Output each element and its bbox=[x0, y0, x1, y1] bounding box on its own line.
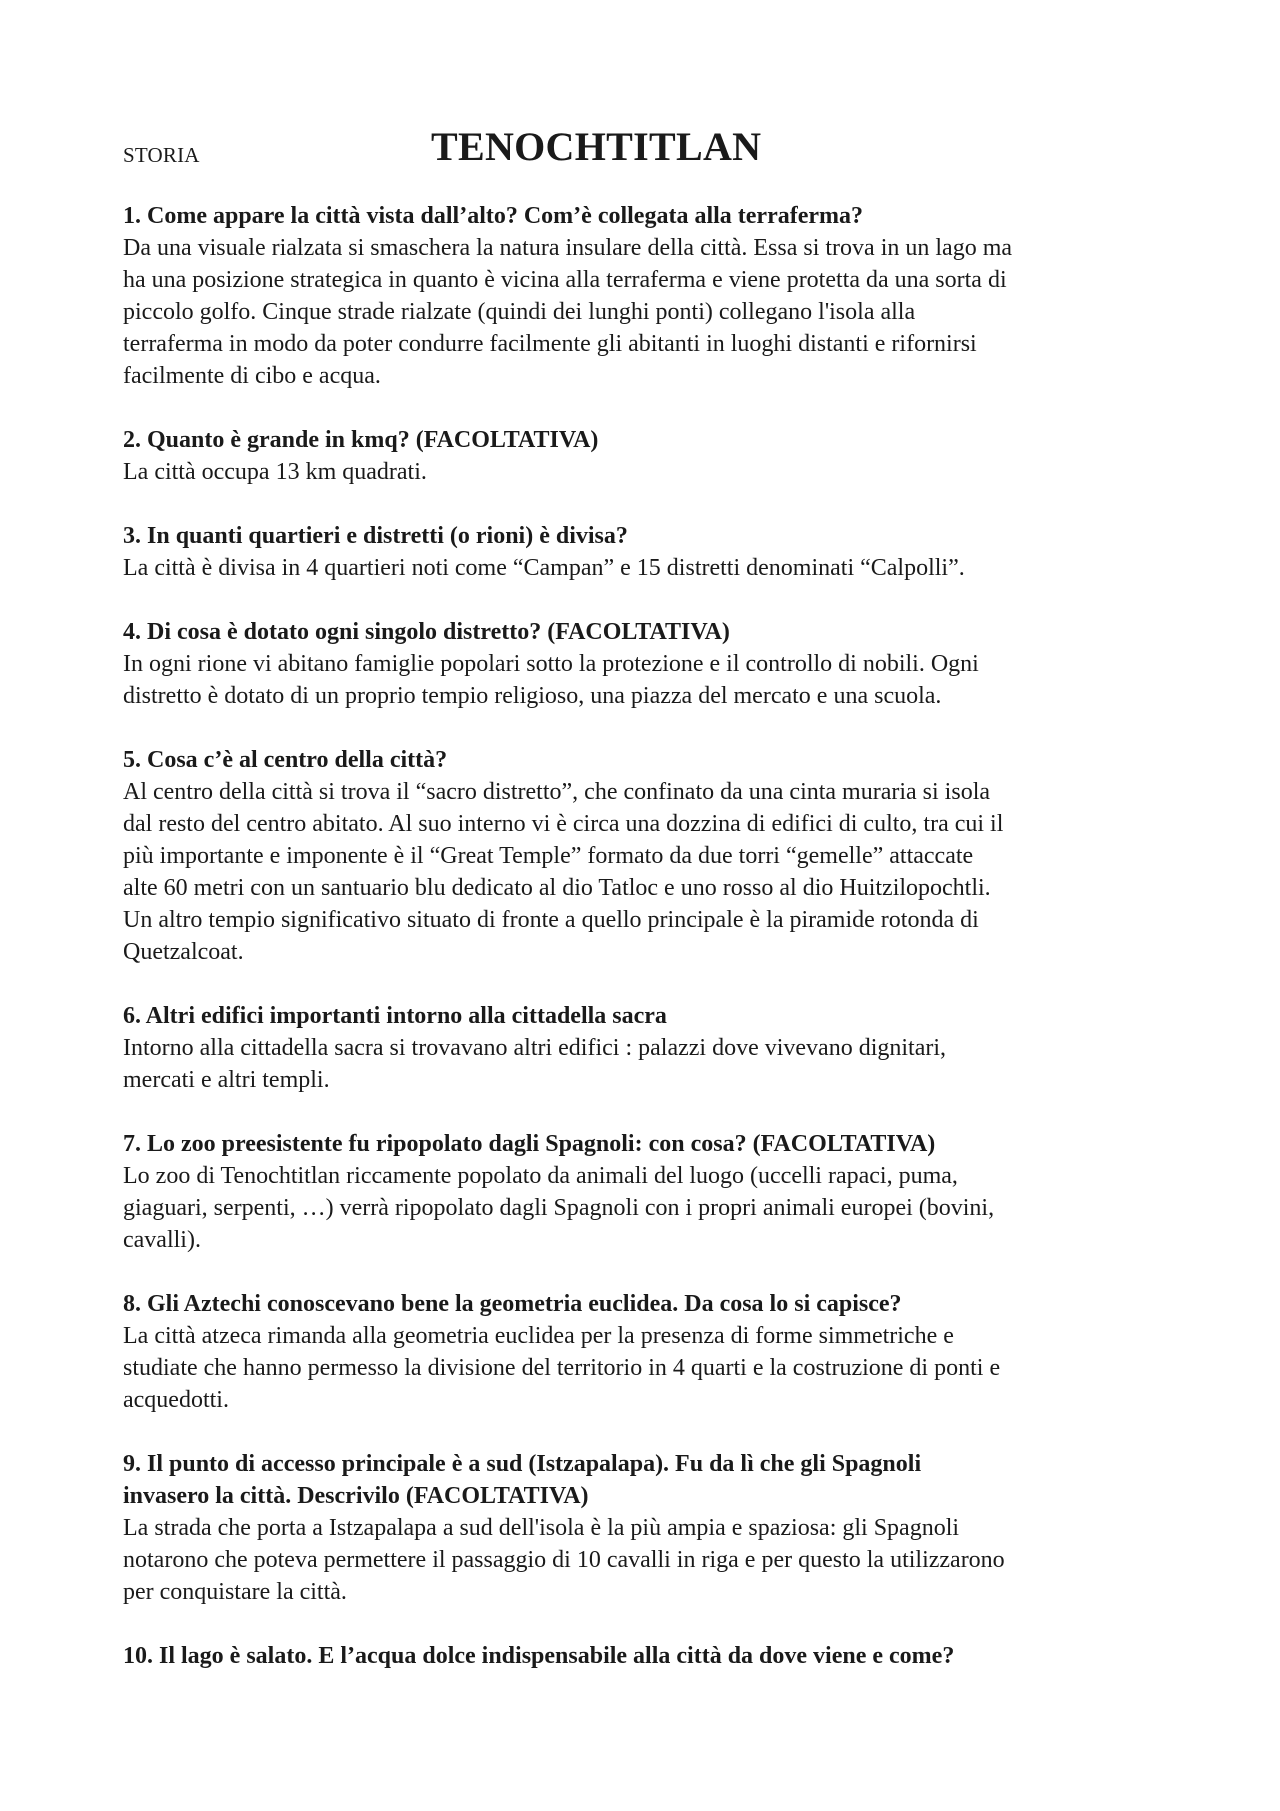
question-heading: 6. Altri edifici importanti intorno alla cittadella sacra bbox=[123, 1003, 667, 1029]
answer-line: cavalli). bbox=[123, 1227, 201, 1253]
answer-line: più importante e imponente è il “Great Temple” formato da due torri “gemelle” attaccate bbox=[123, 843, 974, 869]
question-heading: 2. Quanto è grande in kmq? (FACOLTATIVA) bbox=[123, 427, 599, 453]
answer-line: distretto è dotato di un proprio tempio religioso, una piazza del mercato e una scuola. bbox=[123, 683, 942, 709]
question-section-8 bbox=[123, 1288, 1173, 1416]
question-section-1 bbox=[123, 200, 1173, 392]
question-section-6 bbox=[123, 1000, 1173, 1096]
answer-line: terraferma in modo da poter condurre facilmente gli abitanti in luoghi distanti e rifornirsi bbox=[123, 331, 977, 357]
question-section-3 bbox=[123, 520, 1173, 584]
answer-line: Lo zoo di Tenochtitlan riccamente popolato da animali del luogo (uccelli rapaci, puma, bbox=[123, 1163, 958, 1189]
question-heading: 8. Gli Aztechi conoscevano bene la geometria euclidea. Da cosa lo si capisce? bbox=[123, 1291, 902, 1317]
answer-line: Al centro della città si trova il “sacro distretto”, che confinato da una cinta muraria si isola bbox=[123, 779, 991, 805]
answer-line: studiate che hanno permesso la divisione del territorio in 4 quarti e la costruzione di ponti e bbox=[123, 1355, 1001, 1381]
question-section-9 bbox=[123, 1448, 1173, 1608]
question-section-2 bbox=[123, 424, 1173, 488]
answer-line: Intorno alla cittadella sacra si trovavano altri edifici : palazzi dove vivevano dignitari, bbox=[123, 1035, 947, 1061]
question-heading: 9. Il punto di accesso principale è a sud (Istzapalapa). Fu da lì che gli Spagnoli bbox=[123, 1451, 922, 1477]
question-section-5 bbox=[123, 744, 1173, 968]
question-heading: 4. Di cosa è dotato ogni singolo distretto? (FACOLTATIVA) bbox=[123, 619, 730, 645]
answer-line: per conquistare la città. bbox=[123, 1579, 347, 1605]
subject-label: STORIA bbox=[123, 143, 200, 167]
question-section-7 bbox=[123, 1128, 1173, 1256]
answer-line: In ogni rione vi abitano famiglie popolari sotto la protezione e il controllo di nobili. Ogni bbox=[123, 651, 979, 677]
answer-line: alte 60 metri con un santuario blu dedicato al dio Tatloc e uno rosso al dio Huitzilopochtli. bbox=[123, 875, 991, 901]
answer-line: facilmente di cibo e acqua. bbox=[123, 363, 381, 389]
answer-line: giaguari, serpenti, …) verrà ripopolato dagli Spagnoli con i propri animali europei (bovini, bbox=[123, 1195, 995, 1221]
question-heading: 3. In quanti quartieri e distretti (o rioni) è divisa? bbox=[123, 523, 628, 549]
question-heading: 5. Cosa c’è al centro della città? bbox=[123, 747, 448, 773]
question-heading: invasero la città. Descrivilo (FACOLTATIVA) bbox=[123, 1483, 589, 1509]
answer-line: La città atzeca rimanda alla geometria euclidea per la presenza di forme simmetriche e bbox=[123, 1323, 954, 1349]
document-header bbox=[123, 118, 1173, 178]
question-heading: 10. Il lago è salato. E l’acqua dolce indispensabile alla città da dove viene e come? bbox=[123, 1643, 955, 1669]
answer-line: La città occupa 13 km quadrati. bbox=[123, 459, 427, 485]
answer-line: ha una posizione strategica in quanto è vicina alla terraferma e viene protetta da una sorta di bbox=[123, 267, 1007, 293]
document-title: TENOCHTITLAN bbox=[431, 124, 762, 169]
answer-line: mercati e altri templi. bbox=[123, 1067, 330, 1093]
question-heading: 7. Lo zoo preesistente fu ripopolato dagli Spagnoli: con cosa? (FACOLTATIVA) bbox=[123, 1131, 936, 1157]
question-section-4 bbox=[123, 616, 1173, 712]
answer-line: dal resto del centro abitato. Al suo interno vi è circa una dozzina di edifici di culto, tra cui il bbox=[123, 811, 1004, 837]
question-section-10 bbox=[123, 1640, 1173, 1672]
answer-line: La strada che porta a Istzapalapa a sud dell'isola è la più ampia e spaziosa: gli Spagnoli bbox=[123, 1515, 960, 1541]
answer-line: Da una visuale rialzata si smaschera la natura insulare della città. Essa si trova in un lago ma bbox=[123, 235, 1013, 261]
question-heading: 1. Come appare la città vista dall’alto? Com’è collegata alla terraferma? bbox=[123, 203, 864, 229]
answer-line: notarono che poteva permettere il passaggio di 10 cavalli in riga e per questo la utilizzarono bbox=[123, 1547, 1005, 1573]
questions-list bbox=[123, 200, 1173, 1672]
document-page bbox=[123, 118, 1173, 1704]
answer-line: acquedotti. bbox=[123, 1387, 229, 1413]
answer-line: piccolo golfo. Cinque strade rialzate (quindi dei lunghi ponti) collegano l'isola alla bbox=[123, 299, 916, 325]
answer-line: Un altro tempio significativo situato di fronte a quello principale è la piramide rotonda di bbox=[123, 907, 979, 933]
answer-line: La città è divisa in 4 quartieri noti come “Campan” e 15 distretti denominati “Calpolli”. bbox=[123, 555, 965, 581]
answer-line: Quetzalcoat. bbox=[123, 939, 244, 965]
